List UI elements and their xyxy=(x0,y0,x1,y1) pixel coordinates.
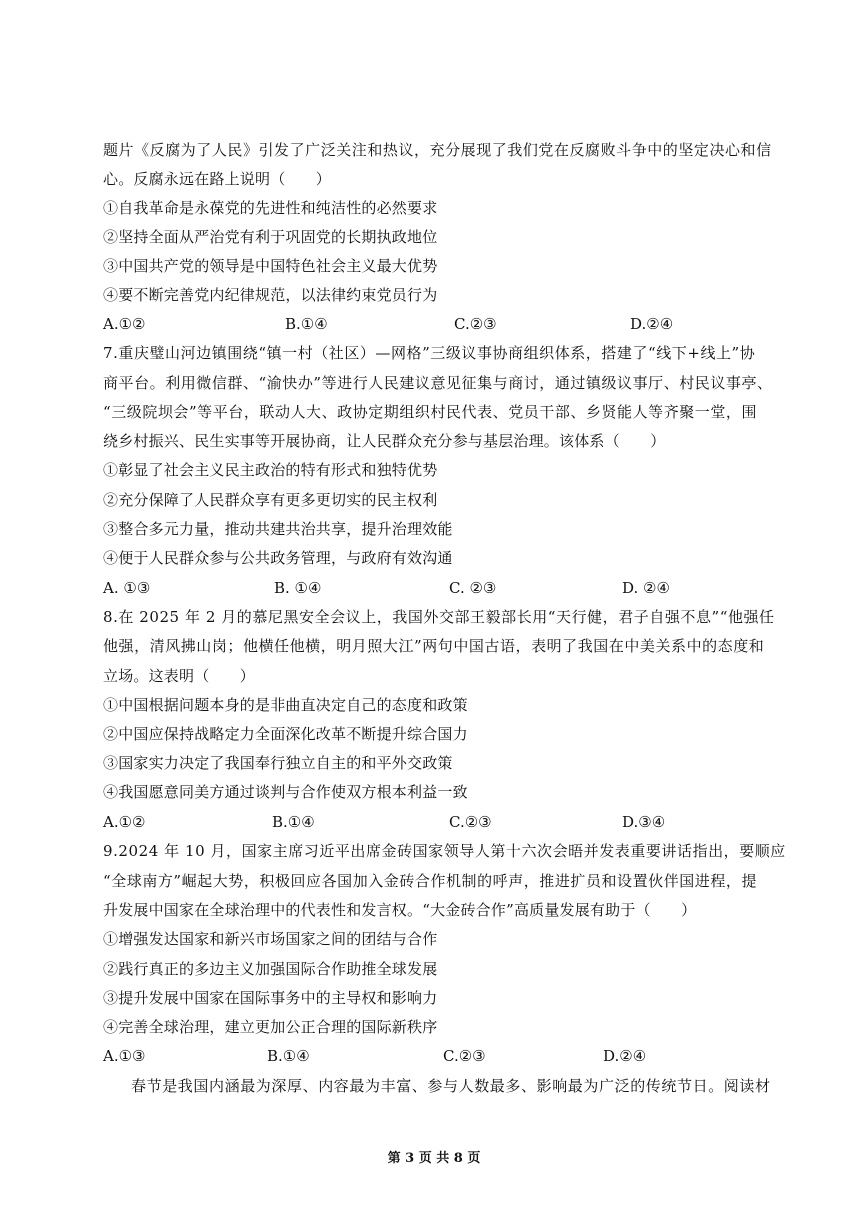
q7-stem-line-4: 绕乡村振兴、民生实事等开展协商，让人民群众充分参与基层治理。该体系（ ） xyxy=(103,432,666,450)
q6-options xyxy=(103,314,763,334)
q9-options xyxy=(103,1046,763,1066)
q7-stem-line-1: 7.重庆璧山河边镇围绕“镇一村（社区）—网格”三级议事协商组织体系，搭建了“线下+线上”协 xyxy=(103,344,756,362)
q9-stem-line-1: 9.2024 年 10 月，国家主席习近平出席金砖国家领导人第十六次会晤并发表重要讲话指出，要顺应 xyxy=(103,842,786,860)
q7-option-d: D. ②④ xyxy=(622,579,670,597)
q9-stem-line-3: 升发展中国家在全球治理中的代表性和发言权。“大金砖合作”高质量发展有助于（ ） xyxy=(103,901,697,919)
q9-option-b: B.①④ xyxy=(267,1047,310,1065)
page-footer: 第 3 页 共 8 页 xyxy=(387,1151,481,1166)
q6-statement-1: ①自我革命是永葆党的先进性和纯洁性的必然要求 xyxy=(103,199,438,217)
q7-statement-2: ②充分保障了人民群众享有更多更切实的民主权利 xyxy=(103,491,438,509)
q7-statement-4: ④便于人民群众参与公共政务管理，与政府有效沟通 xyxy=(103,549,453,567)
q6-stem-line-1: 题片《反腐为了人民》引发了广泛关注和热议，充分展现了我们党在反腐败斗争中的坚定决心和信 xyxy=(103,141,772,159)
q8-statement-3: ③国家实力决定了我国奉行独立自主的和平外交政策 xyxy=(103,754,453,772)
q6-statement-2: ②坚持全面从严治党有利于巩固党的长期执政地位 xyxy=(103,228,438,246)
q7-statement-3: ③整合多元力量，推动共建共治共享，提升治理效能 xyxy=(103,520,453,538)
q8-statement-1: ①中国根据问题本身的是非曲直决定自己的态度和政策 xyxy=(103,696,468,714)
q8-options xyxy=(103,812,763,832)
q9-option-d: D.②④ xyxy=(603,1047,647,1065)
q8-option-c: C.②③ xyxy=(449,813,492,831)
q8-option-d: D.③④ xyxy=(622,813,666,831)
q6-statement-3: ③中国共产党的领导是中国特色社会主义最大优势 xyxy=(103,257,438,275)
q7-option-c: C. ②③ xyxy=(449,579,497,597)
q6-option-d: D.②④ xyxy=(630,315,674,333)
q8-statement-2: ②中国应保持战略定力全面深化改革不断提升综合国力 xyxy=(103,725,468,743)
q7-option-a: A. ①③ xyxy=(103,579,151,597)
q9-statement-4: ④完善全球治理，建立更加公正合理的国际新秩序 xyxy=(103,1018,438,1036)
q9-statement-1: ①增强发达国家和新兴市场国家之间的团结与合作 xyxy=(103,930,438,948)
q9-statement-3: ③提升发展中国家在国际事务中的主导权和影响力 xyxy=(103,989,438,1007)
q6-statement-4: ④要不断完善党内纪律规范，以法律约束党员行为 xyxy=(103,286,438,304)
q7-option-b: B. ①④ xyxy=(274,579,322,597)
q6-stem-line-2: 心。反腐永远在路上说明（ ） xyxy=(103,170,332,188)
q8-stem-line-3: 立场。这表明（ ） xyxy=(103,667,256,685)
q6-option-b: B.①④ xyxy=(285,315,328,333)
q8-statement-4: ④我国愿意同美方通过谈判与合作使双方根本利益一致 xyxy=(103,783,468,801)
q9-option-c: C.②③ xyxy=(443,1047,486,1065)
q9-stem-line-2: “全球南方”崛起大势，积极回应各国加入金砖合作机制的呼声，推进扩员和设置伙伴国进程，提 xyxy=(103,872,757,890)
q8-option-a: A.①② xyxy=(103,813,146,831)
q9-option-a: A.①③ xyxy=(103,1047,146,1065)
material-intro: 春节是我国内涵最为深厚、内容最为丰富、参与人数最多、影响最为广泛的传统节日。阅读材 xyxy=(131,1077,771,1095)
q6-option-a: A.①② xyxy=(103,315,146,333)
q8-stem-line-2: 他强，清风拂山岗；他横任他横，明月照大江”两句中国古语，表明了我国在中美关系中的态度和 xyxy=(103,637,765,655)
q8-stem-line-1: 8.在 2025 年 2 月的慕尼黑安全会议上，我国外交部王毅部长用“天行健，君子自强不息”“他强任 xyxy=(103,608,775,626)
q7-stem-line-2: 商平台。利用微信群、“渝快办”等进行人民建议意见征集与商讨，通过镇级议事厅、村民议事亭、 xyxy=(103,374,773,392)
q9-statement-2: ②践行真正的多边主义加强国际合作助推全球发展 xyxy=(103,960,438,978)
q7-options xyxy=(103,578,763,598)
q7-statement-1: ①彰显了社会主义民主政治的特有形式和独特优势 xyxy=(103,461,438,479)
q6-option-c: C.②③ xyxy=(454,315,497,333)
q8-option-b: B.①④ xyxy=(272,813,315,831)
q7-stem-line-3: “三级院坝会”等平台，联动人大、政协定期组织村民代表、党员干部、乡贤能人等齐聚一堂，围 xyxy=(103,403,757,421)
